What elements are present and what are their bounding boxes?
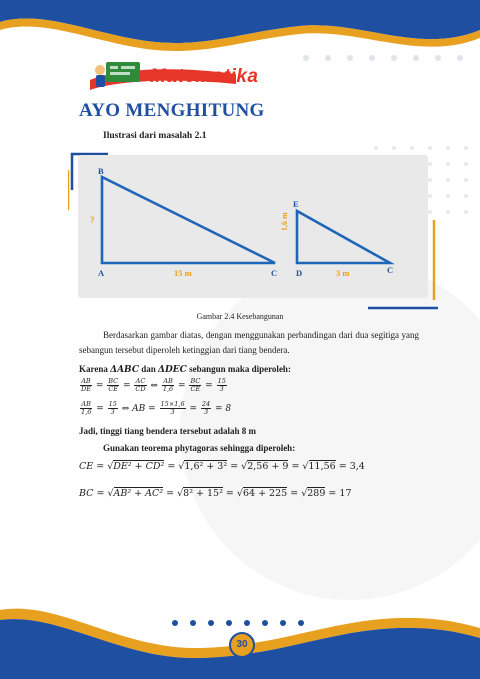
figure-caption: Gambar 2.4 Kesebangunan — [196, 312, 284, 321]
vertex-a-label: A — [98, 268, 105, 278]
ce-equation: CE = √DE² + CD² = √1,6² + 3² = √2,56 + 9 = √11,56 = 3,4 — [79, 461, 365, 472]
vertex-e-label: E — [293, 199, 299, 209]
illustration-panel — [78, 155, 428, 298]
triangle-dec-symbol: ΔDEC — [158, 365, 187, 375]
logo-text: Matematika — [150, 66, 259, 87]
ratio-equation-2: $\frac{AB}{1,6}$ = $\frac{15}{3}$ ⇔ AB = $\frac{15\times 1,6}{3}$ = $\frac{24}{3}$ = 8 — [81, 400, 232, 416]
vertex-b-label: B — [98, 166, 104, 176]
illustration-subheading: Ilustrasi dari masalah 2.1 — [103, 131, 207, 141]
similar-triangles-diagram — [78, 155, 428, 298]
pythagoras-intro: Gunakan teorema phytagoras sehingga diperoleh: — [103, 443, 296, 453]
body-paragraph: Berdasarkan gambar diatas, dengan menggunakan perbandingan dari dua segitiga yang sebangun tersebut diperoleh ketinggian dari tiang bendera. — [79, 330, 419, 355]
side-dc-label: 3 m — [336, 268, 350, 278]
side-de-label: 1,6 m — [280, 212, 289, 231]
fraction: $\frac{15}{3}$ — [108, 400, 117, 416]
conclusion-text: Jadi, tinggi tiang bendera tersebut adalah 8 m — [79, 426, 257, 436]
fraction: $\frac{BC}{CE}$ — [190, 377, 201, 393]
fraction: $\frac{15\times 1,6}{3}$ — [160, 400, 185, 416]
side-ac-label: 15 m — [174, 268, 192, 278]
ratio-result: 8 — [225, 404, 232, 414]
fraction: $\frac{AB}{DE}$ — [81, 377, 91, 393]
fraction: $\frac{AB}{1,6}$ — [81, 400, 92, 416]
fraction: $\frac{BC}{CE}$ — [108, 377, 119, 393]
fraction: $\frac{24}{3}$ — [201, 400, 211, 416]
statement-pre: Karena — [79, 364, 111, 374]
triangle-dec — [297, 211, 390, 263]
statement-post: sebangun maka diperoleh: — [186, 364, 291, 374]
section-heading: AYO MENGHITUNG — [79, 100, 265, 121]
bc-equation: BC = √AB² + AC² = √8² + 15² = √64 + 225 = √289 = 17 — [79, 488, 352, 499]
similarity-statement — [79, 364, 291, 375]
top-wave-decoration — [0, 0, 480, 60]
dot-row-decoration — [300, 52, 480, 64]
statement-mid: dan — [139, 364, 159, 374]
triangle-abc — [102, 177, 275, 263]
ratio-equation-1: $\frac{AB}{DE}$ = $\frac{BC}{CE}$ = $\frac{AC}{CD}$ ⇔ $\frac{AB}{1,6}$ = $\frac{BC}{CE}$ = $\frac{15}{3}$ — [81, 377, 226, 393]
unknown-height-label: ? — [90, 215, 95, 225]
page-number-badge: 30 — [229, 632, 255, 658]
vertex-c-label-large: C — [271, 268, 278, 278]
ratio-mid: AB = — [132, 404, 156, 414]
triangle-abc-symbol: ΔABC — [110, 365, 139, 375]
vertex-d-label: D — [296, 268, 303, 278]
fraction: $\frac{15}{3}$ — [217, 377, 226, 393]
fraction: $\frac{AB}{1,6}$ — [162, 377, 174, 393]
vertex-c-label-small: C — [387, 265, 394, 275]
fraction: $\frac{AC}{CD}$ — [135, 377, 146, 393]
